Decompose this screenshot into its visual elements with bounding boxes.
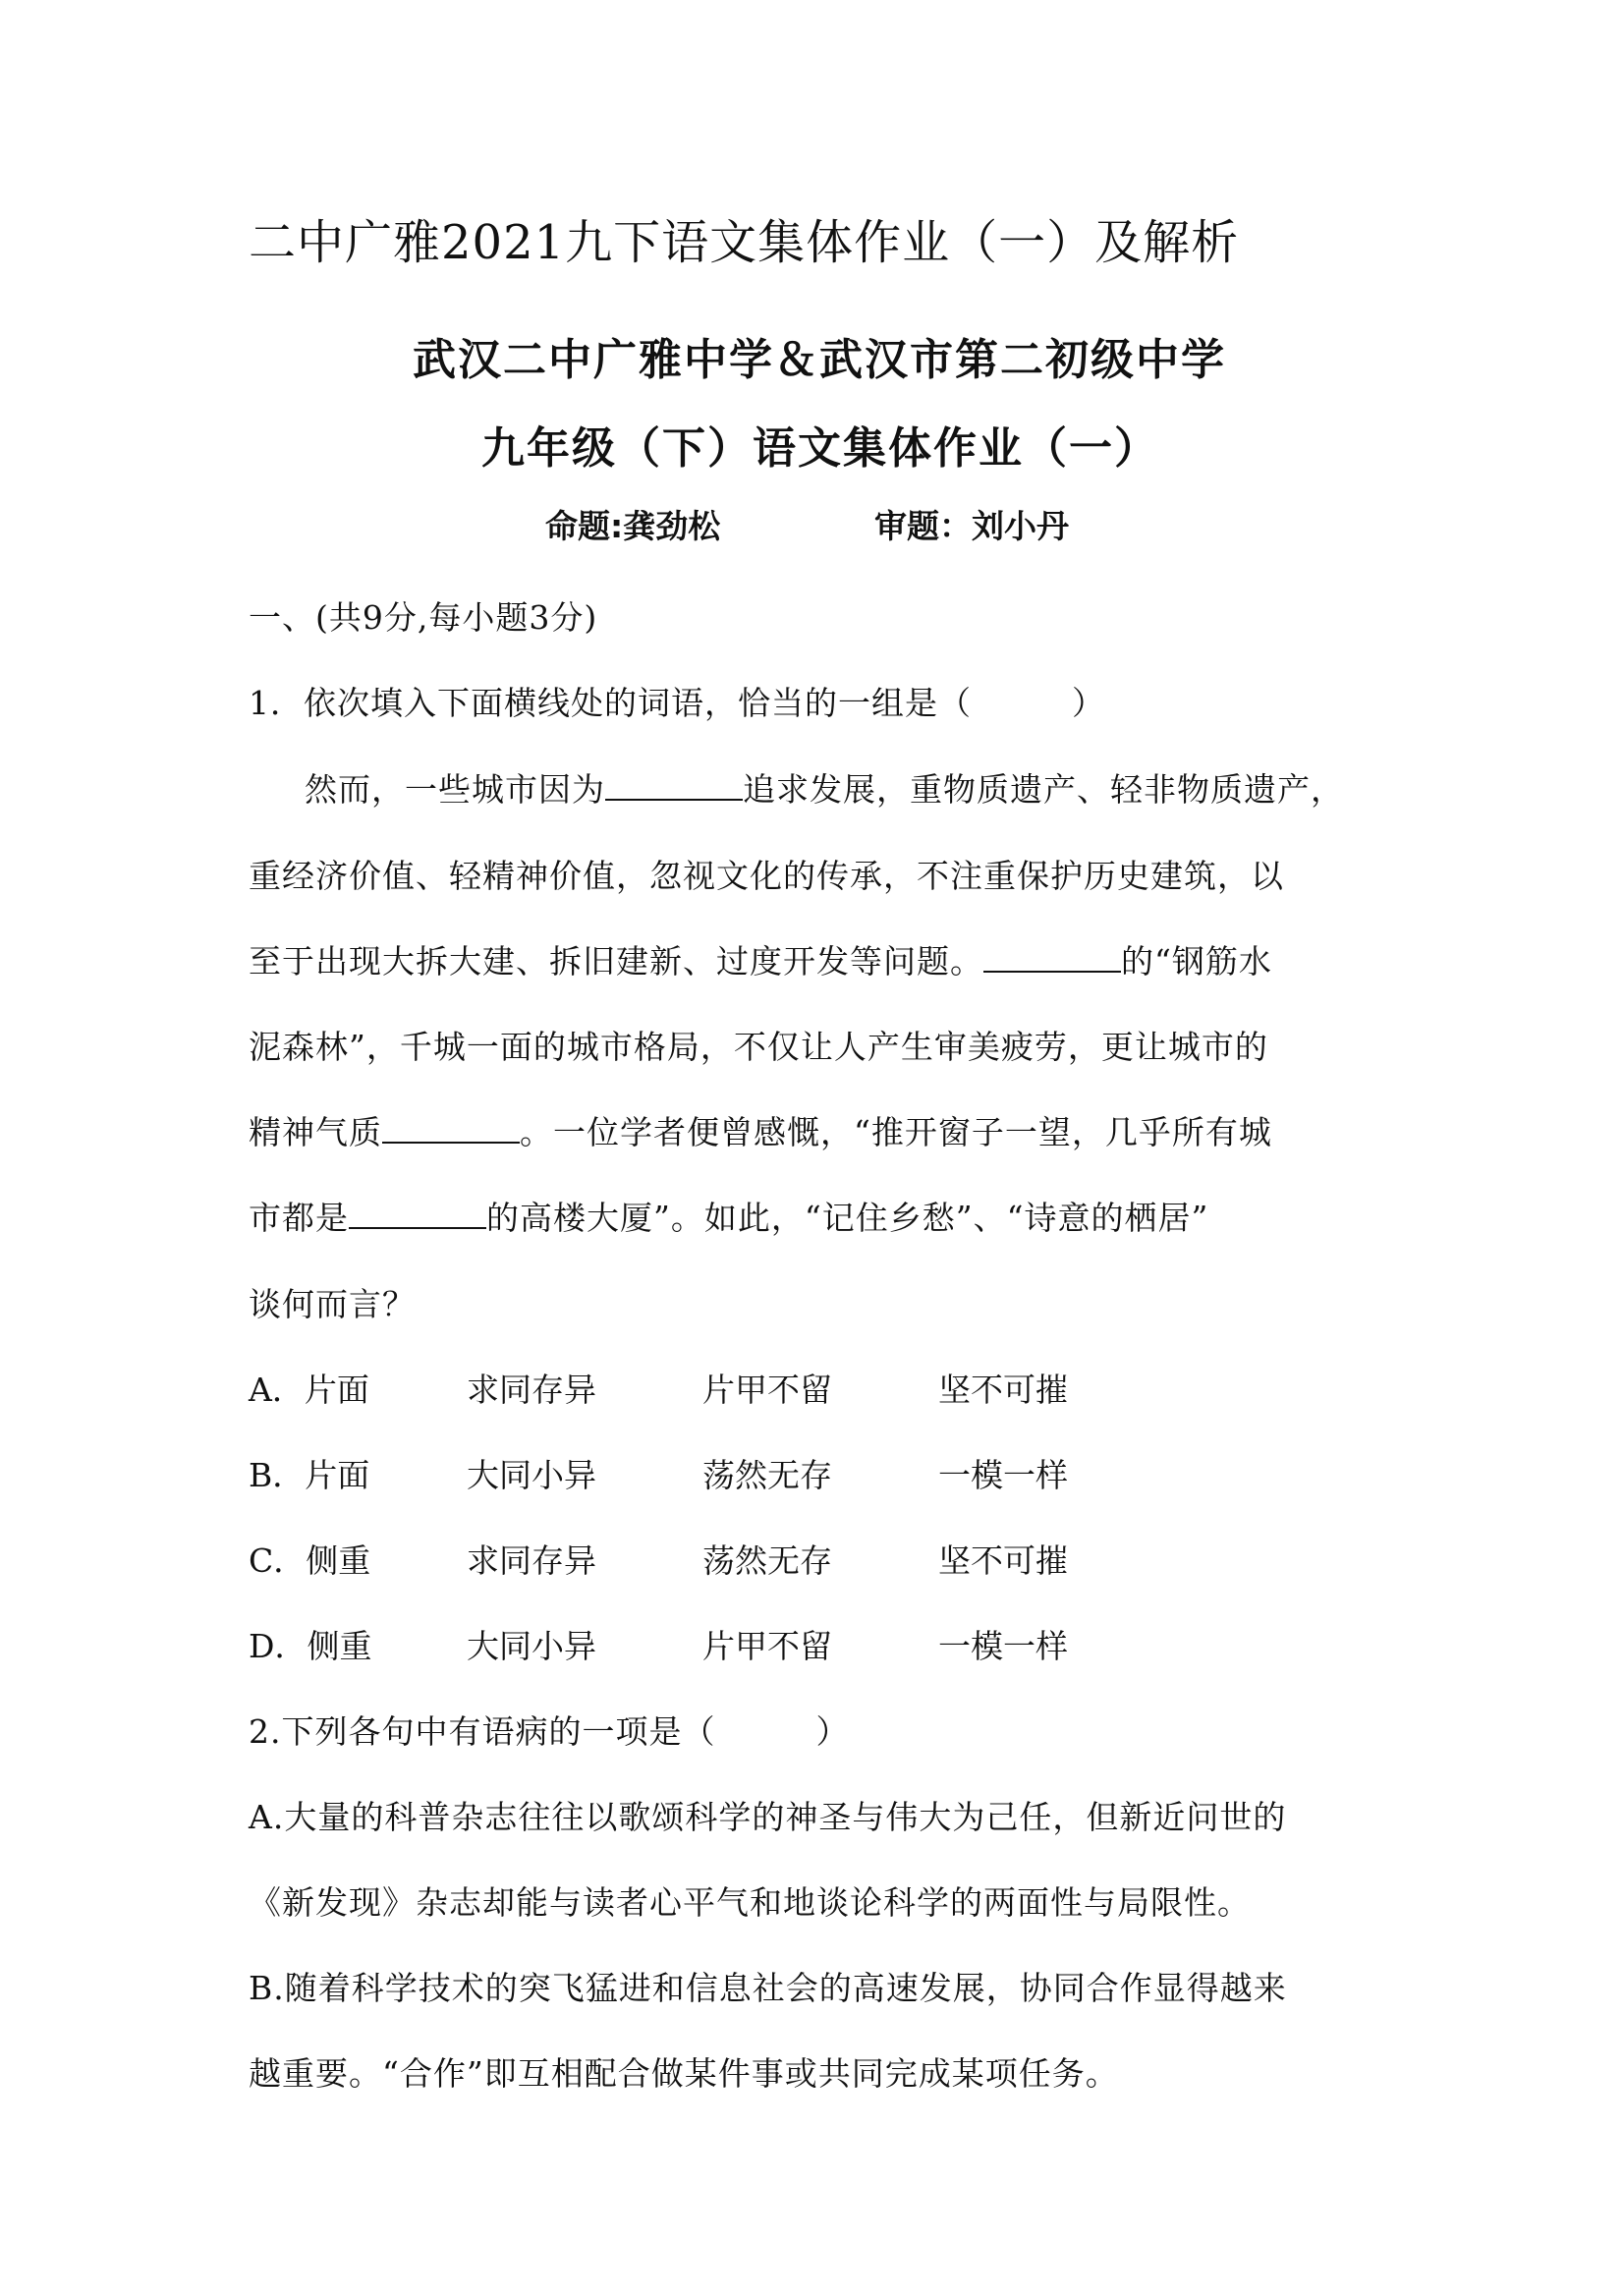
option-word: 求同存异: [467, 1371, 596, 1409]
passage-line-7: 谈何而言？: [249, 1285, 416, 1323]
passage-text: 精神气质: [249, 1113, 382, 1151]
option-b-line-2: 越重要。“合作”即互相配合做某件事或共同完成某项任务。: [249, 2054, 1119, 2093]
passage-line-4: 泥森林”，千城一面的城市格局，不仅让人产生审美疲劳，更让城市的: [249, 1028, 1268, 1066]
passage-text: 追求发展，重物质遗产、轻非物质遗产，: [743, 770, 1344, 809]
passage-line-5: [249, 1107, 1272, 1153]
passage-text: 。一位学者便曾感慨，“推开窗子一望，几乎所有城: [520, 1113, 1272, 1151]
option-label: D．侧重: [249, 1627, 372, 1665]
option-word: 一模一样: [938, 1456, 1068, 1494]
option-word: 大同小异: [467, 1456, 596, 1494]
option-label: C．侧重: [249, 1541, 371, 1580]
passage-line-1: [305, 764, 1344, 811]
passage-text: 的高楼大厦”。如此，“记住乡愁”、“诗意的栖居”: [486, 1199, 1209, 1237]
question-2-stem: 2.下列各句中有语病的一项是（ ）: [249, 1712, 850, 1751]
answer-blank: [382, 1112, 520, 1144]
option-word: 求同存异: [467, 1541, 596, 1580]
option-word: 荡然无存: [702, 1541, 832, 1580]
option-word: 片甲不留: [702, 1371, 832, 1409]
option-word: 坚不可摧: [938, 1371, 1068, 1409]
option-word: 大同小异: [467, 1627, 596, 1665]
answer-blank: [983, 941, 1121, 973]
option-label: B．片面: [249, 1456, 370, 1494]
option-a-line-2: 《新发现》杂志却能与读者心平气和地谈论科学的两面性与局限性。: [249, 1883, 1251, 1922]
option-word: 一模一样: [938, 1627, 1068, 1665]
option-b-line-1: B.随着科学技术的突飞猛进和信息社会的高速发展，协同合作显得越来: [249, 1969, 1287, 2007]
author-credit: 命题:龚劲松: [545, 507, 721, 545]
reviewer-credit: 审题：刘小丹: [874, 507, 1069, 545]
passage-line-6: [249, 1193, 1208, 1239]
option-a-line-1: A.大量的科普杂志往往以歌颂科学的神圣与伟大为己任，但新近问世的: [249, 1798, 1287, 1836]
option-word: 片甲不留: [702, 1627, 832, 1665]
passage-line-3: [249, 936, 1272, 982]
answer-blank: [605, 769, 743, 801]
school-name: 武汉二中广雅中学＆武汉市第二初级中学: [413, 335, 1226, 385]
option-word: 荡然无存: [702, 1456, 832, 1494]
assignment-subtitle: 九年级（下）语文集体作业（一）: [481, 423, 1159, 474]
passage-text: 的“钢筋水: [1121, 942, 1272, 980]
question-1-stem: 1．依次填入下面横线处的词语，恰当的一组是（ ）: [249, 684, 1105, 722]
document-title: 二中广雅2021九下语文集体作业（一）及解析: [249, 215, 1240, 270]
passage-text: 然而，一些城市因为: [305, 770, 605, 809]
option-label: A．片面: [249, 1371, 369, 1409]
passage-line-2: 重经济价值、轻精神价值，忽视文化的传承，不注重保护历史建筑，以: [249, 857, 1284, 895]
section-heading: 一、(共9分,每小题3分): [249, 598, 598, 637]
passage-text: 市都是: [249, 1199, 349, 1237]
passage-text: 至于出现大拆大建、拆旧建新、过度开发等问题。: [249, 942, 983, 980]
option-word: 坚不可摧: [938, 1541, 1068, 1580]
answer-blank: [349, 1198, 486, 1229]
